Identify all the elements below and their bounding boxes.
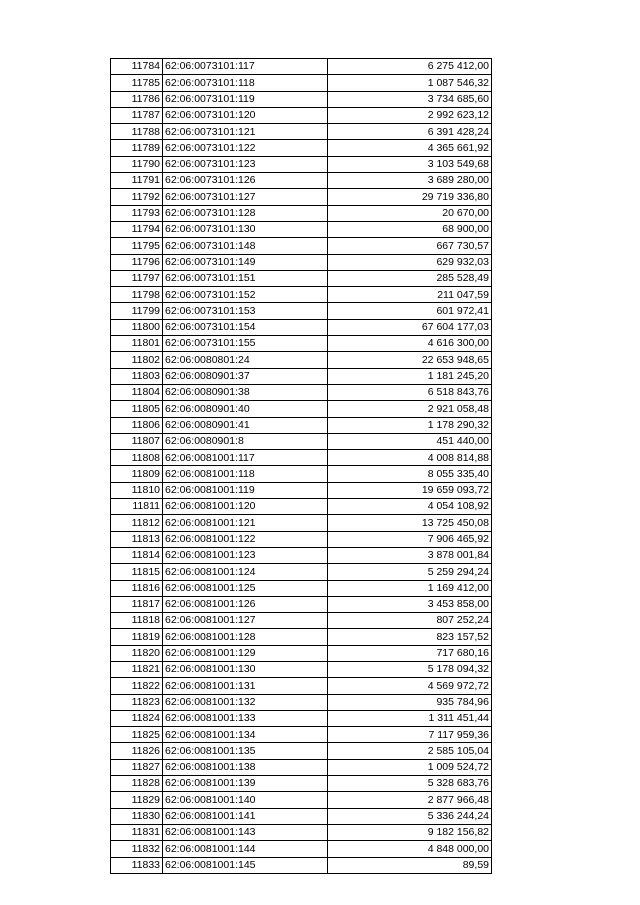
table-row [111,124,492,140]
table-row [111,319,492,335]
cadastral-number: 62:06:0073101:117 [163,59,328,75]
table-row [111,661,492,677]
cadastral-number: 62:06:0080901:38 [163,384,328,400]
row-number: 11793 [111,205,163,221]
row-number: 11789 [111,140,163,156]
row-number: 11829 [111,792,163,808]
cadastral-number: 62:06:0081001:129 [163,645,328,661]
cadastral-value: 3 878 001,84 [328,547,492,563]
cadastral-value: 7 906 465,92 [328,531,492,547]
table-row [111,173,492,189]
row-number: 11792 [111,189,163,205]
table-row [111,694,492,710]
table-row [111,580,492,596]
cadastral-value: 1 087 546,32 [328,75,492,91]
row-number: 11796 [111,254,163,270]
table-row [111,759,492,775]
table-row [111,287,492,303]
cadastral-number: 62:06:0073101:130 [163,221,328,237]
cadastral-value: 9 182 156,82 [328,824,492,840]
table-row [111,368,492,384]
cadastral-number: 62:06:0073101:123 [163,156,328,172]
cadastral-value: 68 900,00 [328,221,492,237]
row-number: 11808 [111,450,163,466]
cadastral-value: 2 921 058,48 [328,401,492,417]
cadastral-number: 62:06:0081001:132 [163,694,328,710]
row-number: 11813 [111,531,163,547]
row-number: 11825 [111,727,163,743]
table-row [111,221,492,237]
table-row [111,678,492,694]
table-row [111,205,492,221]
cadastral-number: 62:06:0081001:131 [163,678,328,694]
cadastral-number: 62:06:0081001:133 [163,710,328,726]
cadastral-value: 13 725 450,08 [328,515,492,531]
cadastral-value: 667 730,57 [328,238,492,254]
cadastral-value: 7 117 959,36 [328,727,492,743]
row-number: 11811 [111,499,163,515]
cadastral-number: 62:06:0081001:140 [163,792,328,808]
table-row [111,596,492,612]
row-number: 11794 [111,221,163,237]
row-number: 11818 [111,613,163,629]
row-number: 11785 [111,75,163,91]
cadastral-value: 4 848 000,00 [328,841,492,857]
cadastral-value: 601 972,41 [328,303,492,319]
row-number: 11815 [111,564,163,580]
cadastral-number: 62:06:0073101:121 [163,124,328,140]
cadastral-number: 62:06:0081001:122 [163,531,328,547]
row-number: 11803 [111,368,163,384]
cadastral-value: 5 336 244,24 [328,808,492,824]
cadastral-number: 62:06:0081001:145 [163,857,328,873]
table-row [111,499,492,515]
cadastral-value: 29 719 336,80 [328,189,492,205]
cadastral-number: 62:06:0073101:118 [163,75,328,91]
row-number: 11812 [111,515,163,531]
table-body [111,59,492,874]
row-number: 11788 [111,124,163,140]
table-row [111,841,492,857]
row-number: 11823 [111,694,163,710]
cadastral-number: 62:06:0081001:144 [163,841,328,857]
cadastral-value: 2 992 623,12 [328,107,492,123]
table-row [111,238,492,254]
cadastral-value: 6 391 428,24 [328,124,492,140]
cadastral-number: 62:06:0080901:37 [163,368,328,384]
cadastral-value: 3 734 685,60 [328,91,492,107]
cadastral-value: 451 440,00 [328,433,492,449]
row-number: 11786 [111,91,163,107]
cadastral-value: 8 055 335,40 [328,466,492,482]
cadastral-number: 62:06:0081001:118 [163,466,328,482]
table-row [111,384,492,400]
table-row [111,743,492,759]
cadastral-value: 4 365 661,92 [328,140,492,156]
table-row [111,531,492,547]
cadastral-number: 62:06:0081001:130 [163,661,328,677]
table-row [111,482,492,498]
table-row [111,270,492,286]
table-row [111,336,492,352]
table-row [111,433,492,449]
cadastral-number: 62:06:0081001:134 [163,727,328,743]
table-row [111,776,492,792]
cadastral-value: 3 103 549,68 [328,156,492,172]
cadastral-value: 2 585 105,04 [328,743,492,759]
table-row [111,450,492,466]
cadastral-number: 62:06:0073101:148 [163,238,328,254]
row-number: 11822 [111,678,163,694]
table-row [111,727,492,743]
cadastral-value: 1 178 290,32 [328,417,492,433]
cadastral-value: 935 784,96 [328,694,492,710]
cadastral-value: 20 670,00 [328,205,492,221]
cadastral-number: 62:06:0081001:120 [163,499,328,515]
row-number: 11833 [111,857,163,873]
cadastral-value: 5 259 294,24 [328,564,492,580]
row-number: 11805 [111,401,163,417]
table-row [111,792,492,808]
row-number: 11791 [111,173,163,189]
cadastral-value: 4 054 108,92 [328,499,492,515]
table-row [111,710,492,726]
row-number: 11804 [111,384,163,400]
row-number: 11828 [111,776,163,792]
cadastral-number: 62:06:0073101:153 [163,303,328,319]
row-number: 11830 [111,808,163,824]
table-row [111,401,492,417]
table-row [111,91,492,107]
cadastral-number: 62:06:0073101:128 [163,205,328,221]
cadastral-value: 19 659 093,72 [328,482,492,498]
table-row [111,629,492,645]
cadastral-number: 62:06:0080801:24 [163,352,328,368]
cadastral-value-table [110,58,492,874]
cadastral-value: 1 009 524,72 [328,759,492,775]
cadastral-number: 62:06:0081001:139 [163,776,328,792]
cadastral-number: 62:06:0073101:119 [163,91,328,107]
cadastral-number: 62:06:0073101:152 [163,287,328,303]
cadastral-number: 62:06:0081001:127 [163,613,328,629]
cadastral-number: 62:06:0073101:126 [163,173,328,189]
table-row [111,515,492,531]
cadastral-value: 1 311 451,44 [328,710,492,726]
row-number: 11821 [111,661,163,677]
cadastral-number: 62:06:0073101:122 [163,140,328,156]
row-number: 11817 [111,596,163,612]
row-number: 11832 [111,841,163,857]
row-number: 11801 [111,336,163,352]
row-number: 11816 [111,580,163,596]
row-number: 11807 [111,433,163,449]
row-number: 11784 [111,59,163,75]
cadastral-number: 62:06:0081001:125 [163,580,328,596]
cadastral-number: 62:06:0081001:138 [163,759,328,775]
cadastral-value: 211 047,59 [328,287,492,303]
table-row [111,564,492,580]
cadastral-number: 62:06:0081001:117 [163,450,328,466]
cadastral-value: 285 528,49 [328,270,492,286]
cadastral-number: 62:06:0081001:141 [163,808,328,824]
row-number: 11800 [111,319,163,335]
cadastral-number: 62:06:0081001:135 [163,743,328,759]
table-row [111,140,492,156]
table-row [111,417,492,433]
cadastral-number: 62:06:0081001:124 [163,564,328,580]
row-number: 11824 [111,710,163,726]
cadastral-value: 4 008 814,88 [328,450,492,466]
cadastral-number: 62:06:0080901:40 [163,401,328,417]
cadastral-number: 62:06:0081001:119 [163,482,328,498]
cadastral-number: 62:06:0081001:126 [163,596,328,612]
table-row [111,75,492,91]
table-row [111,857,492,873]
row-number: 11798 [111,287,163,303]
row-number: 11826 [111,743,163,759]
row-number: 11820 [111,645,163,661]
cadastral-value: 22 653 948,65 [328,352,492,368]
table-row [111,59,492,75]
cadastral-number: 62:06:0073101:127 [163,189,328,205]
table-row [111,808,492,824]
cadastral-number: 62:06:0073101:155 [163,336,328,352]
cadastral-value: 89,59 [328,857,492,873]
cadastral-value: 5 328 683,76 [328,776,492,792]
cadastral-number: 62:06:0081001:121 [163,515,328,531]
cadastral-number: 62:06:0073101:154 [163,319,328,335]
table-row [111,613,492,629]
row-number: 11802 [111,352,163,368]
cadastral-value: 717 680,16 [328,645,492,661]
cadastral-number: 62:06:0080901:41 [163,417,328,433]
table-row [111,189,492,205]
cadastral-value: 6 518 843,76 [328,384,492,400]
row-number: 11797 [111,270,163,286]
cadastral-number: 62:06:0081001:123 [163,547,328,563]
row-number: 11787 [111,107,163,123]
table-row [111,466,492,482]
table-row [111,156,492,172]
table-row [111,107,492,123]
cadastral-value: 5 178 094,32 [328,661,492,677]
table-row [111,352,492,368]
row-number: 11809 [111,466,163,482]
table-row [111,254,492,270]
row-number: 11799 [111,303,163,319]
cadastral-number: 62:06:0073101:120 [163,107,328,123]
cadastral-number: 62:06:0073101:151 [163,270,328,286]
row-number: 11810 [111,482,163,498]
table-row [111,824,492,840]
row-number: 11790 [111,156,163,172]
cadastral-value: 4 569 972,72 [328,678,492,694]
row-number: 11819 [111,629,163,645]
cadastral-value: 4 616 300,00 [328,336,492,352]
row-number: 11814 [111,547,163,563]
cadastral-value: 2 877 966,48 [328,792,492,808]
cadastral-value: 6 275 412,00 [328,59,492,75]
cadastral-value: 3 689 280,00 [328,173,492,189]
table-row [111,303,492,319]
row-number: 11831 [111,824,163,840]
cadastral-value: 823 157,52 [328,629,492,645]
cadastral-value: 3 453 858,00 [328,596,492,612]
cadastral-number: 62:06:0081001:143 [163,824,328,840]
cadastral-number: 62:06:0080901:8 [163,433,328,449]
cadastral-value: 1 169 412,00 [328,580,492,596]
row-number: 11795 [111,238,163,254]
cadastral-value: 67 604 177,03 [328,319,492,335]
cadastral-value: 629 932,03 [328,254,492,270]
cadastral-number: 62:06:0081001:128 [163,629,328,645]
table-row [111,645,492,661]
row-number: 11827 [111,759,163,775]
cadastral-value: 1 181 245,20 [328,368,492,384]
table-row [111,547,492,563]
cadastral-value: 807 252,24 [328,613,492,629]
cadastral-number: 62:06:0073101:149 [163,254,328,270]
row-number: 11806 [111,417,163,433]
